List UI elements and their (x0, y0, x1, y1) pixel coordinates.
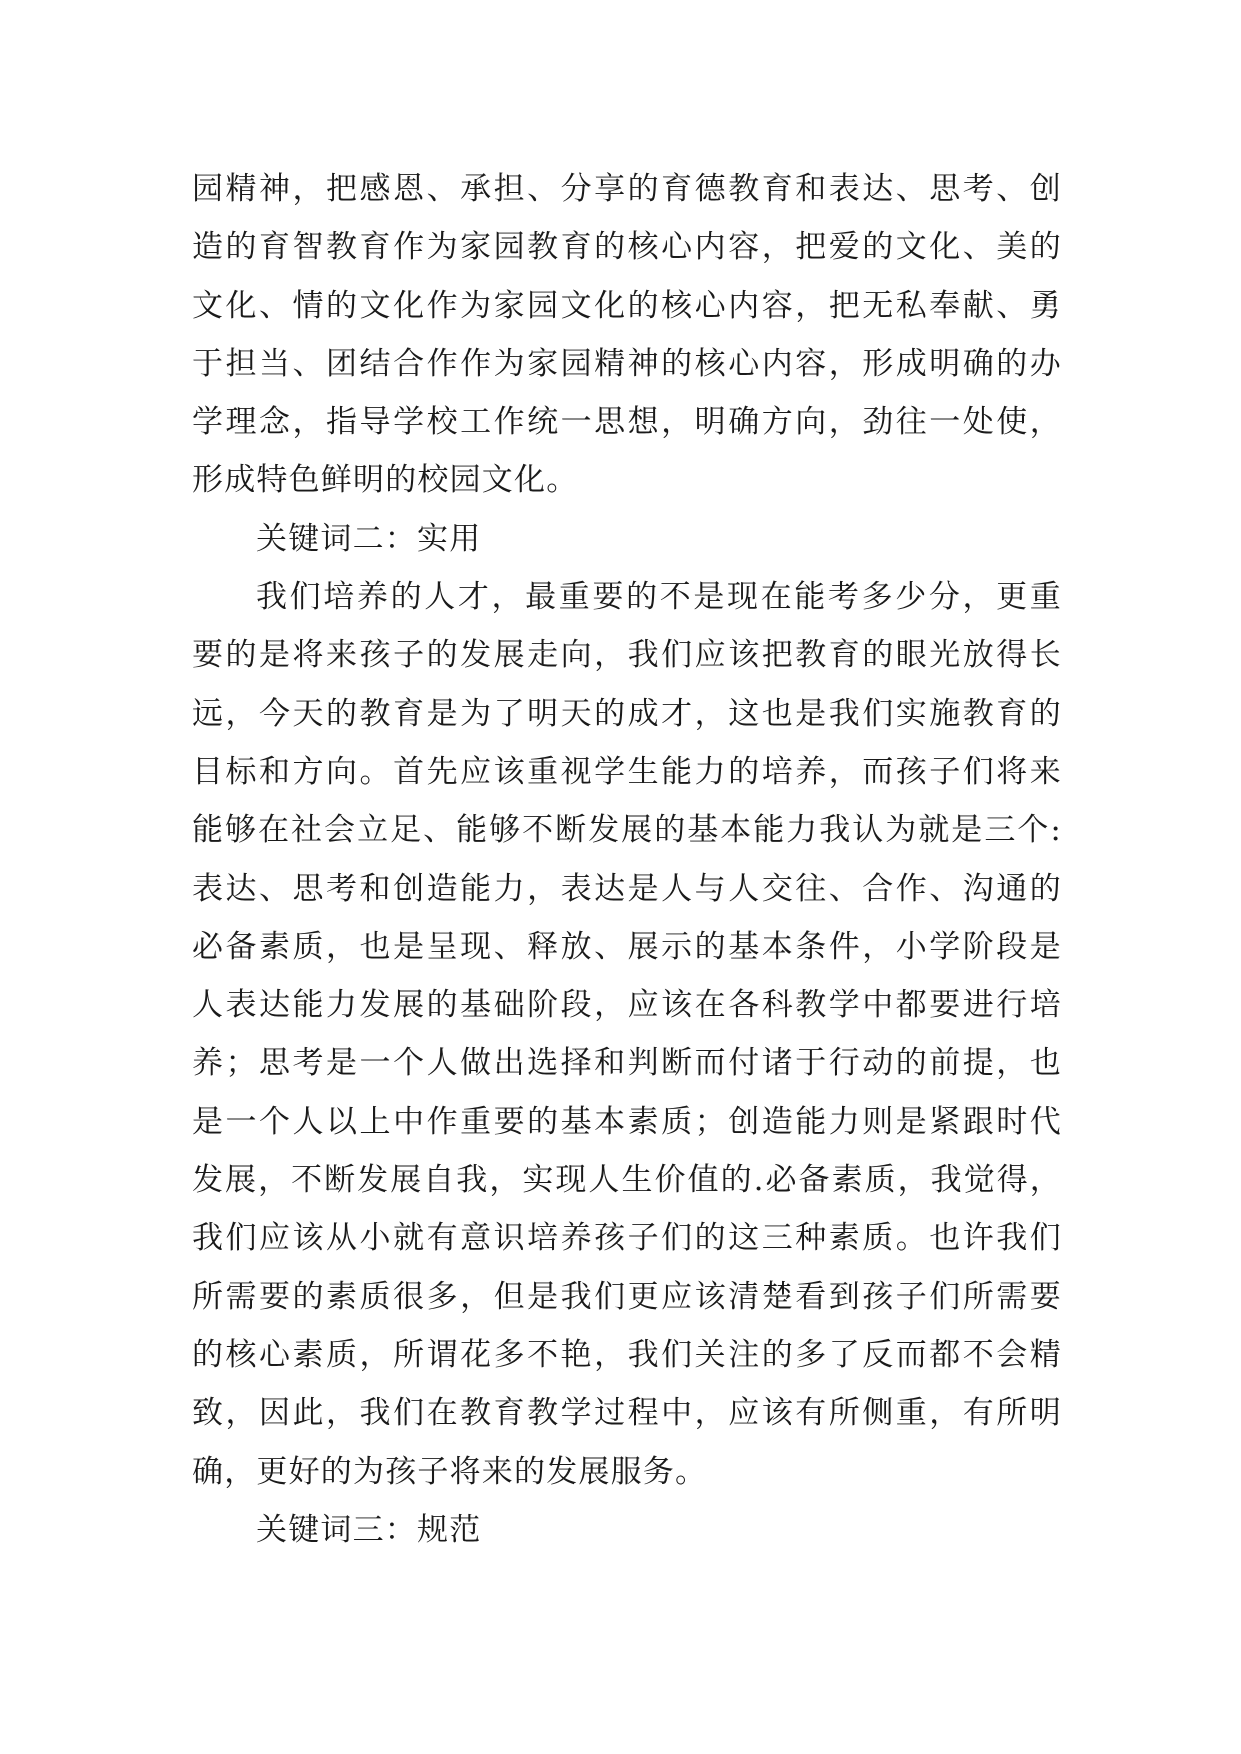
text-line: 必备素质，也是呈现、释放、展示的基本条件，小学阶段是 (192, 928, 1062, 965)
text-line: 形成特色鲜明的校园文化。 (192, 462, 579, 499)
text-line: 确，更好的为孩子将来的发展服务。 (192, 1453, 708, 1490)
text-line: 养；思考是一个人做出选择和判断而付诸于行动的前提，也 (192, 1045, 1062, 1082)
text-line: 文化、情的文化作为家园文化的核心内容，把无私奉献、勇 (192, 287, 1062, 324)
text-line: 远，今天的教育是为了明天的成才，这也是我们实施教育的 (192, 695, 1062, 732)
text-line: 发展，不断发展自我，实现人生价值的.必备素质，我觉得， (192, 1162, 1062, 1199)
text-line: 的核心素质，所谓花多不艳，我们关注的多了反而都不会精 (192, 1336, 1062, 1373)
text-line: 我们应该从小就有意识培养孩子们的这三种素质。也许我们 (192, 1220, 1062, 1257)
text-line: 我们培养的人才，最重要的不是现在能考多少分，更重 (256, 579, 1062, 616)
document-body (192, 160, 1062, 1559)
text-line: 学理念，指导学校工作统一思想，明确方向，劲往一处使， (192, 404, 1062, 441)
text-line: 表达、思考和创造能力，表达是人与人交往、合作、沟通的 (192, 870, 1062, 907)
text-line: 能够在社会立足、能够不断发展的基本能力我认为就是三个: (192, 812, 1062, 849)
text-line: 致，因此，我们在教育教学过程中，应该有所侧重，有所明 (192, 1395, 1062, 1432)
section-heading-keyword-2: 关键词二：实用 (256, 520, 482, 557)
text-line: 园精神，把感恩、承担、分享的育德教育和表达、思考、创 (192, 171, 1062, 207)
section-heading-keyword-3: 关键词三：规范 (256, 1511, 482, 1548)
text-line: 造的育智教育作为家园教育的核心内容，把爱的文化、美的 (192, 229, 1062, 266)
text-line: 目标和方向。首先应该重视学生能力的培养，而孩子们将来 (192, 753, 1062, 790)
text-line: 于担当、团结合作作为家园精神的核心内容，形成明确的办 (192, 345, 1062, 382)
text-line: 所需要的素质很多，但是我们更应该清楚看到孩子们所需要 (192, 1278, 1062, 1315)
text-line: 要的是将来孩子的发展走向，我们应该把教育的眼光放得长 (192, 637, 1062, 674)
text-line: 是一个人以上中作重要的基本素质；创造能力则是紧跟时代 (192, 1103, 1062, 1140)
text-line: 人表达能力发展的基础阶段，应该在各科教学中都要进行培 (192, 987, 1062, 1024)
